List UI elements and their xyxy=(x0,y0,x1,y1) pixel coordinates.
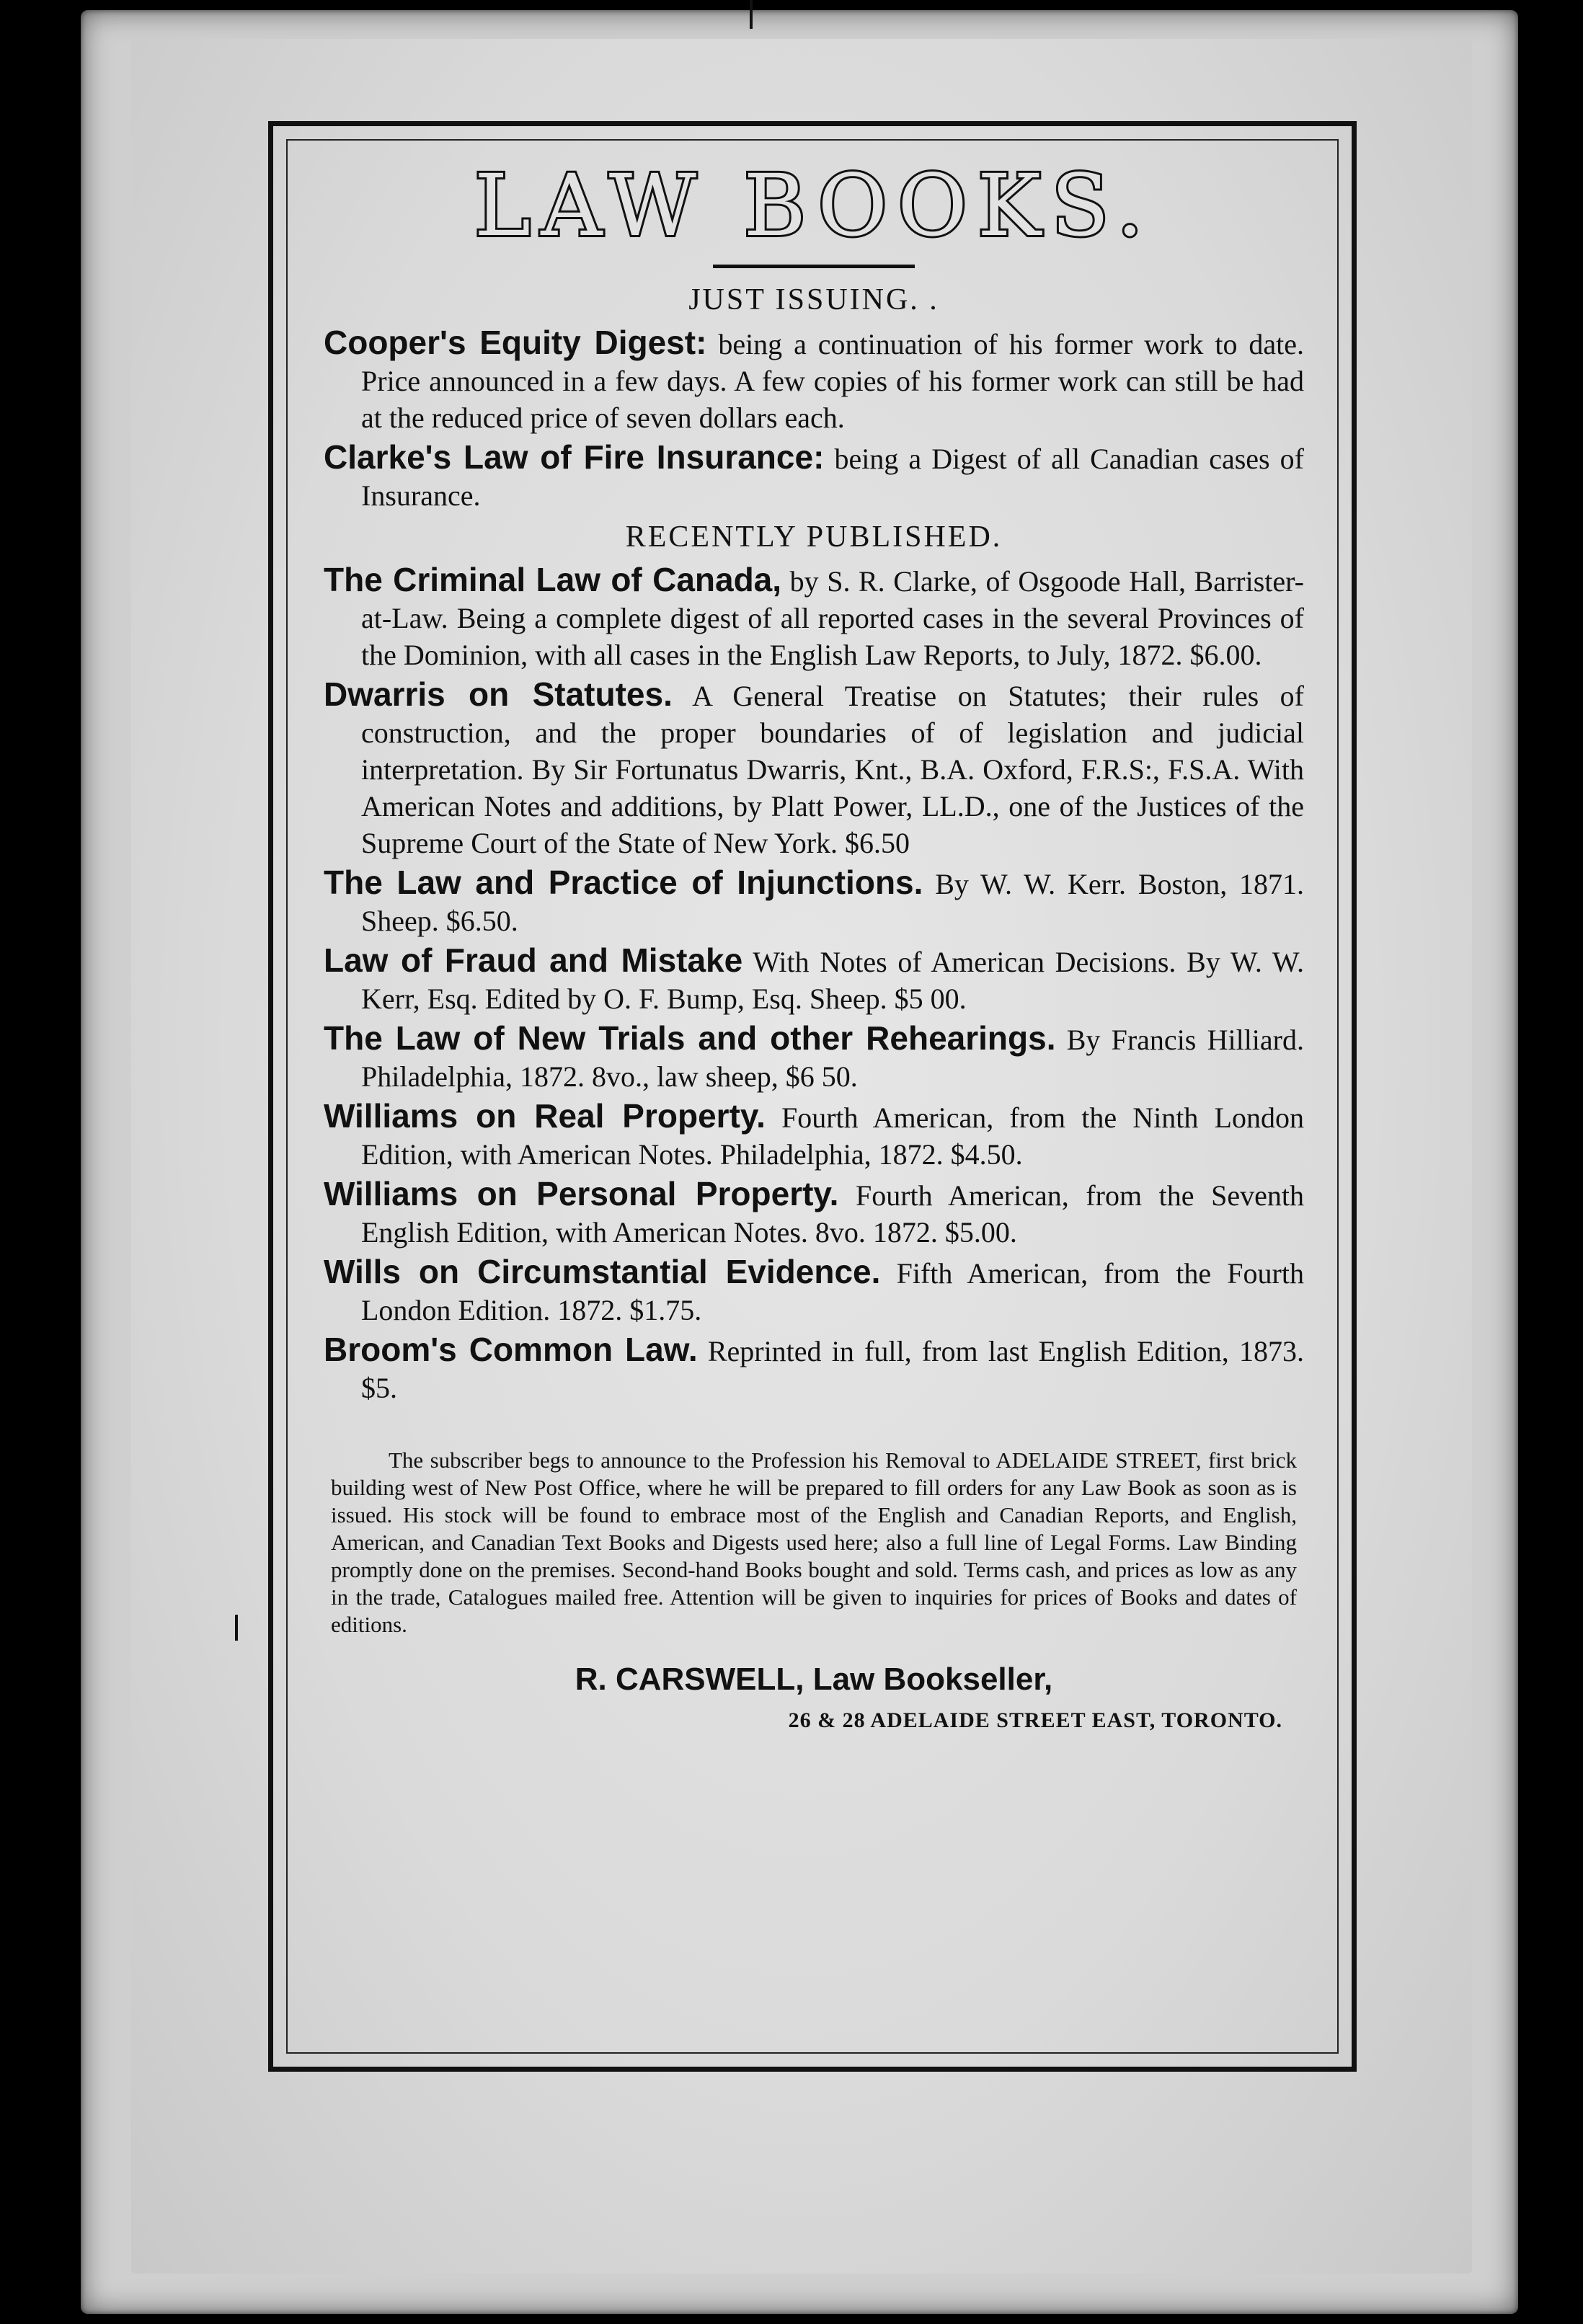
book-title: Dwarris on Statutes xyxy=(324,675,664,713)
book-entry xyxy=(324,1176,1304,1251)
book-title: Law of Fraud and Mistake xyxy=(324,941,743,979)
book-title: Cooper's Equity Digest xyxy=(324,324,696,361)
book-title: Clarke's Law of Fire Insurance xyxy=(324,438,814,476)
book-title: Wills on Circumstantial Evidence xyxy=(324,1253,872,1290)
book-entry xyxy=(324,1098,1304,1173)
book-entry xyxy=(324,676,1304,861)
bookseller-address: 26 & 28 ADELAIDE STREET EAST, TORONTO. xyxy=(788,1708,1282,1732)
book-description: Fourth American, from the Seventh English Edition, with American Notes. 8vo. 1872. $5.00. xyxy=(361,1179,1304,1249)
book-title-punct: . xyxy=(913,864,923,901)
advertisement-content xyxy=(324,155,1304,1733)
book-description: By W. W. Kerr. Boston, 1871. Sheep. $6.50. xyxy=(361,868,1304,937)
book-title: Williams on Personal Property xyxy=(324,1175,830,1212)
book-title-punct: . xyxy=(688,1331,698,1368)
book-entry xyxy=(324,942,1304,1017)
page-title: LAW BOOKS. xyxy=(474,156,1154,255)
book-description: Fifth American, from the Fourth London Edition. 1872. $1.75. xyxy=(361,1257,1304,1326)
removal-notice: The subscriber begs to announce to the Profession his Removal to ADELAIDE STREET, first brick building west of New Post Office, where he will be prepared to fill orders for any Law Book as soon as is issued. His stock will be found to embrace most of the English and Canadian Reports, and English, American, and Canadian Text Books and Digests used here; also a full line of Legal Forms. Law Binding promptly done on the premises. Second-hand Books bought and sold. Terms cash, and prices as low as any in the trade, Catalogues mailed free. Attention will be given to inquiries for prices of Books and dates of editions. xyxy=(331,1447,1297,1637)
binding-tick xyxy=(750,0,753,29)
book-description: By Francis Hilliard. Philadelphia, 1872. 8vo., law sheep, $6 50. xyxy=(361,1024,1304,1093)
book-description: Fourth American, from the Ninth London Edition, with American Notes. Philadelphia, 1872. $4.50. xyxy=(361,1101,1304,1171)
book-description: being a continuation of his former work to date. Price announced in a few days. A few copies of his former work can still be had at the reduced price of seven dollars each. xyxy=(361,328,1304,434)
book-title-punct: : xyxy=(813,438,825,476)
book-title: Broom's Common Law xyxy=(324,1331,688,1368)
book-title: The Law of New Trials and other Rehearings xyxy=(324,1019,1047,1057)
section-heading-just-issuing: JUST ISSUING. . xyxy=(688,283,939,316)
book-title: Williams on Real Property xyxy=(324,1097,757,1135)
book-title-punct: . xyxy=(871,1253,881,1290)
book-title: The Criminal Law of Canada xyxy=(324,561,773,598)
advertisement-frame xyxy=(268,121,1357,2072)
book-entry xyxy=(324,324,1304,436)
book-entry xyxy=(324,439,1304,514)
book-title-punct: . xyxy=(1046,1019,1056,1057)
book-description: by S. R. Clarke, of Osgoode Hall, Barrister-at-Law. Being a complete digest of all reported cases in the several Provinces of the Dominion, with all cases in the English Law Reports, to July, 1872. $6.00. xyxy=(361,565,1305,671)
book-title-punct: . xyxy=(663,675,673,713)
book-entry xyxy=(324,1254,1304,1329)
bookseller-signature: R. CARSWELL, Law Bookseller, xyxy=(575,1662,1053,1697)
margin-mark xyxy=(235,1615,238,1641)
book-description: With Notes of American Decisions. By W. W. Kerr, Esq. Edited by O. F. Bump, Esq. Sheep. $5 00. xyxy=(361,946,1305,1015)
book-entry xyxy=(324,864,1304,939)
book-description: Reprinted in full, from last English Edition, 1873. $5. xyxy=(361,1335,1305,1404)
book-title-punct: , xyxy=(772,561,782,598)
book-title-punct: . xyxy=(829,1175,839,1212)
book-description: being a Digest of all Canadian cases of Insurance. xyxy=(361,443,1304,512)
book-title-punct: . xyxy=(756,1097,766,1135)
title-rule xyxy=(713,265,915,268)
book-description: A General Treatise on Statutes; their rules of construction, and the proper boundaries of of legislation and judicial interpretation. By Sir Fortunatus Dwarris, Knt., B.A. Oxford, F.R.S:, F.S.A. With American Notes and additions, by Platt Power, LL.D., one of the Justices of the Supreme Court of the State of New York. $6.50 xyxy=(361,680,1304,859)
section-heading-recently-published: RECENTLY PUBLISHED. xyxy=(625,520,1003,554)
book-title: The Law and Practice of Injunctions xyxy=(324,864,914,901)
book-entry xyxy=(324,1331,1304,1406)
book-entry xyxy=(324,562,1304,673)
book-title-punct: : xyxy=(696,324,707,361)
book-entry xyxy=(324,1020,1304,1095)
